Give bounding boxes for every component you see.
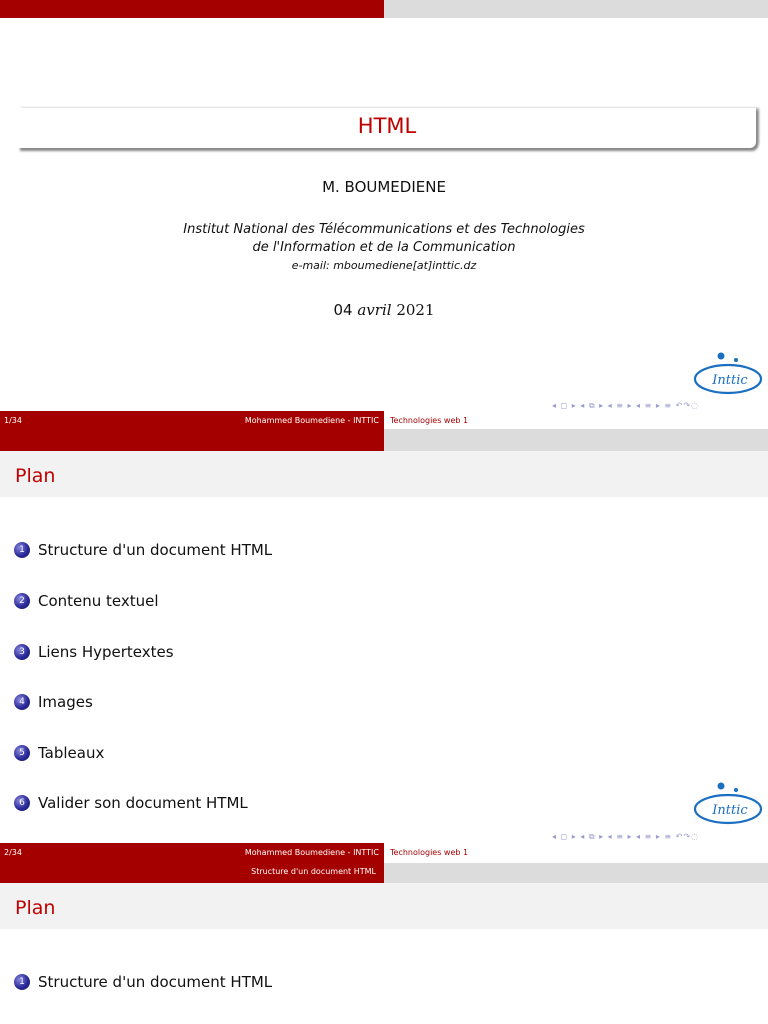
inttic-logo <box>692 780 764 830</box>
toc-item-label: Structure d'un document HTML <box>38 541 273 559</box>
toc-item[interactable] <box>14 642 174 662</box>
item-number-ball: 3 <box>14 644 30 660</box>
footer-page-number: 2/34 <box>4 848 22 857</box>
frame-title: Plan <box>15 897 56 919</box>
footer-right <box>384 411 768 429</box>
date-year: 2021 <box>396 301 435 319</box>
item-number-ball: 6 <box>14 795 30 811</box>
frame-title: Plan <box>15 465 56 487</box>
toc-item-label: Images <box>38 693 93 711</box>
beamer-navigation-symbols[interactable]: ◂ ◻ ▸ ◂ ⧉ ▸ ◂ ≡ ▸ ◂ ≡ ▸ ≡ ↶↷◌ <box>552 401 700 410</box>
header-bar-left <box>0 429 384 451</box>
item-number-ball: 1 <box>14 974 30 990</box>
footer-page-number: 1/34 <box>4 416 22 425</box>
toc-item[interactable] <box>14 540 272 560</box>
frame-title-bar <box>0 451 768 497</box>
title-box <box>18 108 756 148</box>
header-bar-right <box>384 429 768 451</box>
footer-left <box>0 411 384 429</box>
inttic-logo <box>692 350 764 400</box>
item-number-ball: 4 <box>14 694 30 710</box>
footer-course: Technologies web 1 <box>390 848 469 857</box>
author-email: e-mail: mboumediene[at]inttic.dz <box>291 259 477 272</box>
institute-line-1: Institut National des Télécommunications et des Technologies <box>183 222 585 237</box>
frame-title-bar <box>0 883 768 929</box>
top-bar-grey <box>384 0 768 18</box>
toc-item[interactable] <box>14 692 93 712</box>
footer-right <box>384 843 768 863</box>
author-name: M. BOUMEDIENE <box>322 178 446 196</box>
toc-item[interactable] <box>14 591 159 611</box>
top-bar-red <box>0 0 384 18</box>
footer-author: Mohammed Boumediene - INTTIC <box>244 848 379 857</box>
institute-line-2: de l'Information et de la Communication <box>252 240 516 255</box>
footer-left <box>0 843 384 863</box>
toc-item[interactable] <box>14 743 104 763</box>
toc-item-label: Structure d'un document HTML <box>38 973 273 991</box>
logo-text: Inttic <box>712 803 748 818</box>
toc-item-label: Tableaux <box>38 744 105 762</box>
toc-item-label: Valider son document HTML <box>38 794 248 812</box>
toc-item-label: Contenu textuel <box>38 592 159 610</box>
item-number-ball: 5 <box>14 745 30 761</box>
logo-text: Inttic <box>712 373 748 388</box>
presentation-title: HTML <box>357 114 417 138</box>
header-bar-right <box>384 863 768 883</box>
header-bar-left <box>0 863 384 883</box>
footer-author: Mohammed Boumediene - INTTIC <box>244 416 379 425</box>
footer-course: Technologies web 1 <box>390 416 469 425</box>
toc-item[interactable] <box>14 793 248 813</box>
item-number-ball: 2 <box>14 593 30 609</box>
date-month: avril <box>357 301 392 319</box>
date-day: 04 <box>333 301 353 319</box>
beamer-navigation-symbols[interactable]: ◂ ◻ ▸ ◂ ⧉ ▸ ◂ ≡ ▸ ◂ ≡ ▸ ≡ ↶↷◌ <box>552 832 700 841</box>
header-section-title: Structure d'un document HTML <box>251 867 376 876</box>
toc-item[interactable] <box>14 972 272 992</box>
presentation-date <box>0 301 768 319</box>
item-number-ball: 1 <box>14 542 30 558</box>
toc-item-label: Liens Hypertextes <box>38 643 174 661</box>
